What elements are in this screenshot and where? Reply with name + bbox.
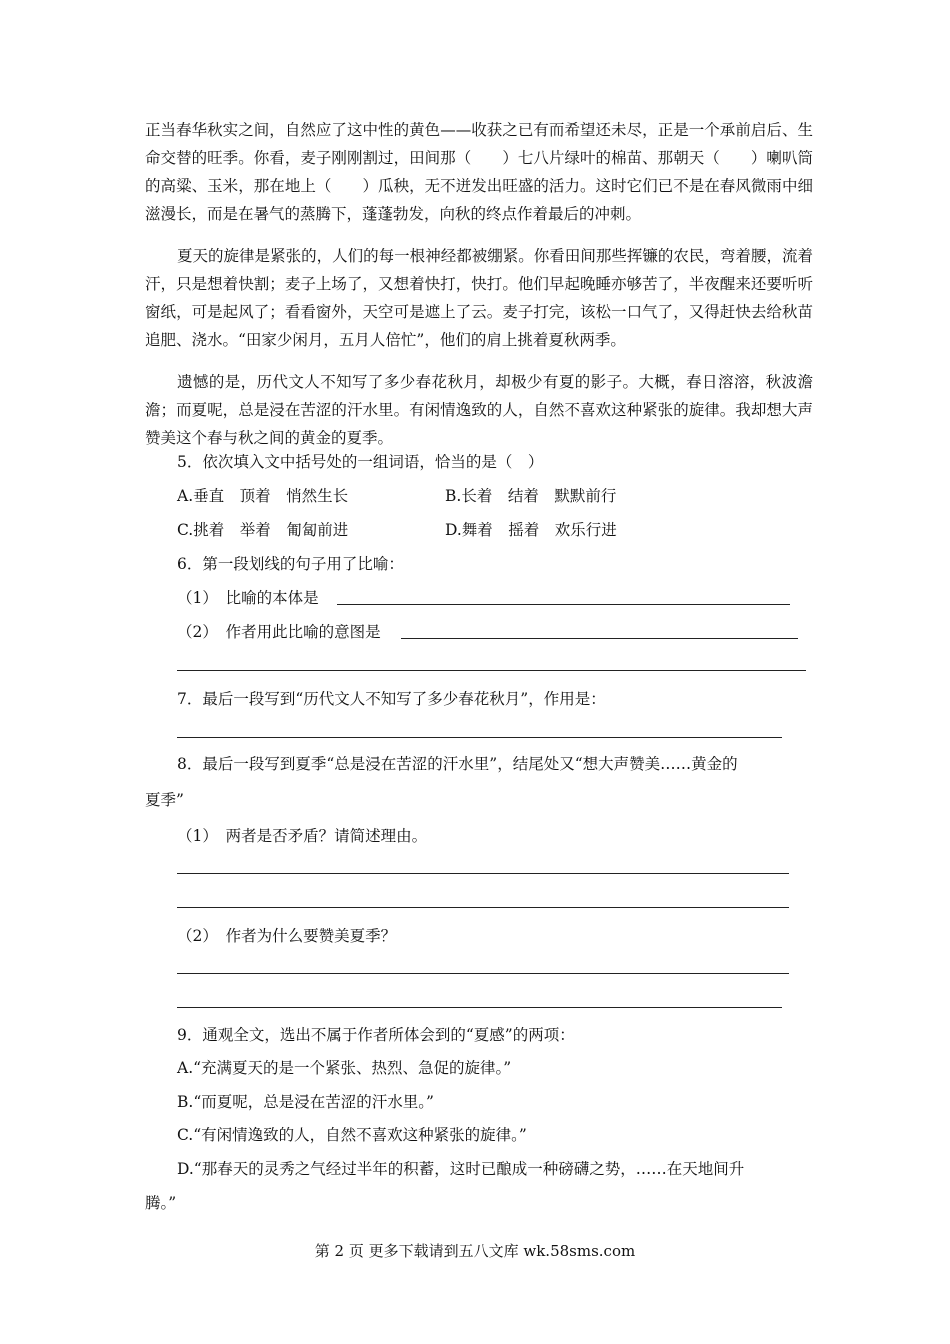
q6-sub2-answer-line[interactable] — [401, 638, 798, 639]
passage-paragraph-2: 夏天的旋律是紧张的，人们的每一根神经都被绷紧。你看田间那些挥镰的农民，弯着腰，流着汗，只是想着快割；麦子上场了，又想着快打，快打。他们早起晚睡亦够苦了，半夜醒来还要听听窗纸，可是起风了；看看窗外，天空可是遮上了云。麦子打完，该松一口气了，又得赶快去给秋苗追肥、浇水。“田家少闲月，五月人倍忙”，他们的肩上挑着夏秋两季。 — [145, 247, 813, 349]
q9-option-a: A.“充满夏天的是一个紧张、热烈、急促的旋律。” — [177, 1059, 512, 1077]
q5-option-d: D.舞着 摇着 欢乐行进 — [445, 521, 617, 539]
q9-stem: 9．通观全文，选出不属于作者所体会到的“夏感”的两项： — [177, 1026, 575, 1044]
q6-stem: 6．第一段划线的句子用了比喻： — [177, 555, 404, 573]
q7-stem: 7．最后一段写到“历代文人不知写了多少春花秋月”，作用是： — [177, 690, 606, 708]
q8-sub2: （2） 作者为什么要赞美夏季？ — [177, 927, 397, 945]
q7-answer-line[interactable] — [177, 737, 782, 738]
q6-sub1-answer-line[interactable] — [337, 604, 790, 605]
q8-sub1-answer-line-1[interactable] — [177, 873, 789, 874]
q5-option-c: C.挑着 举着 匍匐前进 — [177, 521, 349, 539]
q9-option-d-line-1: D.“那春天的灵秀之气经过半年的积蓄，这时已酿成一种磅礴之势，……在天地间升 — [177, 1160, 745, 1178]
q9-option-d-line-2: 腾。” — [145, 1194, 177, 1212]
passage-paragraph-1: 正当春华秋实之间，自然应了这中性的黄色——收获之已有而希望还未尽，正是一个承前启后、生命交替的旺季。你看，麦子刚刚割过，田间那（ ）七八片绿叶的棉苗、那朝天（ ）喇叭筒的高粱、玉米，那在地上（ ）瓜秧，无不迸发出旺盛的活力。这时它们已不是在春风微雨中细滋漫长，而是在暑气的蒸腾下，蓬蓬勃发，向秋的终点作着最后的冲刺。 — [145, 121, 813, 223]
q8-sub2-answer-line-2[interactable] — [177, 1007, 782, 1008]
page-footer: 第 2 页 更多下载请到五八文库 wk.58sms.com — [314, 1242, 636, 1260]
passage-paragraph-3: 遗憾的是，历代文人不知写了多少春花秋月，却极少有夏的影子。大概，春日溶溶，秋波澹澹；而夏呢，总是浸在苦涩的汗水里。有闲情逸致的人，自然不喜欢这种紧张的旋律。我却想大声赞美这个春与秋之间的黄金的夏季。 — [145, 373, 813, 447]
q8-stem-line-1: 8．最后一段写到夏季“总是浸在苦涩的汗水里”，结尾处又“想大声赞美……黄金的 — [177, 755, 738, 773]
q5-option-a: A.垂直 顶着 悄然生长 — [177, 487, 349, 505]
q6-sub2-answer-line-2[interactable] — [177, 670, 806, 671]
q8-sub2-answer-line-1[interactable] — [177, 973, 789, 974]
q5-stem: 5．依次填入文中括号处的一组词语，恰当的是（ ） — [177, 453, 544, 471]
q8-sub1: （1） 两者是否矛盾？请简述理由。 — [177, 827, 428, 845]
q6-sub1: （1） 比喻的本体是 — [177, 589, 319, 607]
q5-option-b: B.长着 结着 默默前行 — [445, 487, 617, 505]
q8-stem-line-2: 夏季” — [145, 791, 184, 809]
q9-option-c: C.“有闲情逸致的人，自然不喜欢这种紧张的旋律。” — [177, 1126, 527, 1144]
q6-sub2: （2） 作者用此比喻的意图是 — [177, 623, 381, 641]
q9-option-b: B.“而夏呢，总是浸在苦涩的汗水里。” — [177, 1093, 434, 1111]
q8-sub1-answer-line-2[interactable] — [177, 907, 789, 908]
